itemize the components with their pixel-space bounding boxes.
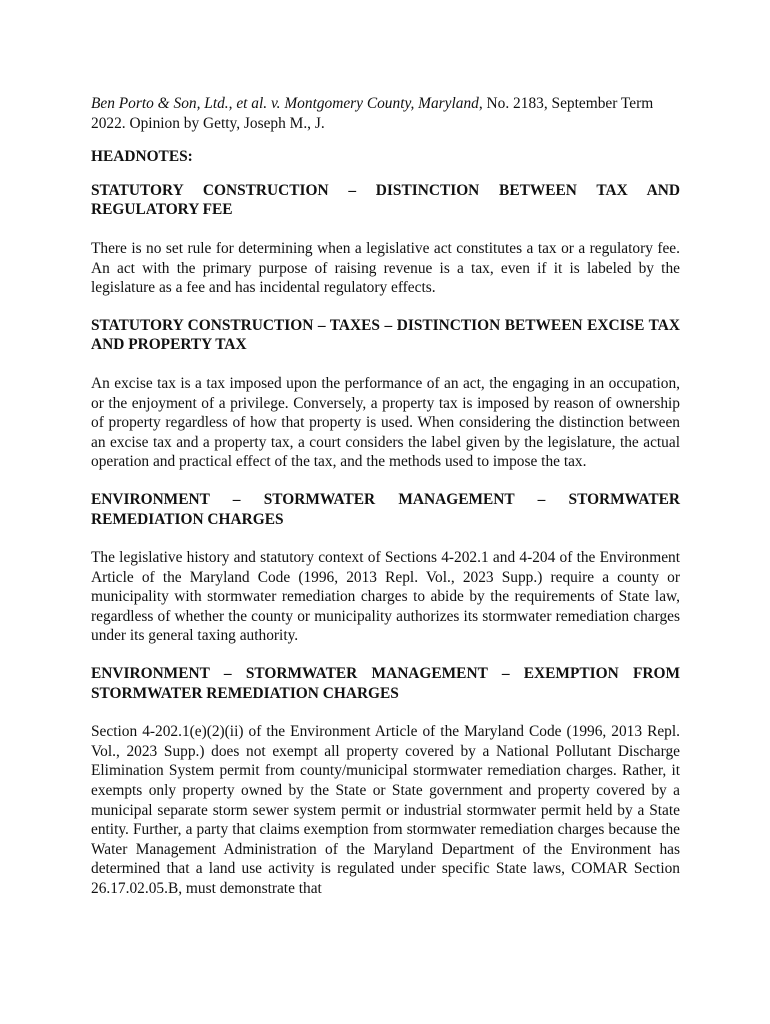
section-body: An excise tax is a tax imposed upon the performance of an act, the engaging in an occupation, or the enjoyment of a privilege. Conversely, a property tax is imposed by reason of ownership of property regardless of how that property is used. When considering the distinction between an excise tax and a property tax, a court considers the label given by the legislature, the actual operation and practical effect of the tax, and the methods used to impose the tax.: [91, 374, 680, 471]
document-page: [91, 94, 680, 917]
section-heading: ENVIRONMENT – STORMWATER MANAGEMENT – EXEMPTION FROM STORMWATER REMEDIATION CHARGES: [91, 665, 680, 702]
section-heading: STATUTORY CONSTRUCTION – DISTINCTION BETWEEN TAX AND REGULATORY FEE: [91, 181, 680, 219]
section-body: There is no set rule for determining when a legislative act constitutes a tax or a regulatory fee. An act with the primary purpose of raising revenue is a tax, even if it is labeled by the legislature as a fee and has incidental regulatory effects.: [91, 239, 680, 297]
case-citation: , No. 2183, September Term 2022. Opinion by Getty, Joseph M., J.: [91, 95, 654, 132]
section-heading: ENVIRONMENT – STORMWATER MANAGEMENT – STORMWATER REMEDIATION CHARGES: [91, 490, 680, 528]
case-name: Ben Porto & Son, Ltd., et al. v. Montgomery County, Maryland: [91, 95, 479, 112]
headnotes-label: HEADNOTES:: [91, 148, 193, 166]
section-body: Section 4-202.1(e)(2)(ii) of the Environment Article of the Maryland Code (1996, 2013 Repl. Vol., 2023 Supp.) does not exempt all property covered by a National Pollutant Discharge Elimination System permit from county/municipal stormwater remediation charges. Rather, it exempts only property owned by the State or State government and property covered by a municipal separate storm sewer system permit or industrial stormwater permit held by a State entity. Further, a party that claims exemption from stormwater remediation charges because the Water Management Administration of the Maryland Department of the Environment has determined that a land use activity is regulated under specific State laws, COMAR Section 26.17.02.05.B, must demonstrate that: [91, 723, 680, 897]
section-body: The legislative history and statutory context of Sections 4-202.1 and 4-204 of the Environment Article of the Maryland Code (1996, 2013 Repl. Vol., 2023 Supp.) require a county or municipality with stormwater remediation charges to abide by the requirements of State law, regardless of whether the county or municipality authorizes its stormwater remediation charges under its general taxing authority.: [91, 549, 680, 645]
case-caption: [91, 94, 680, 133]
section-heading: STATUTORY CONSTRUCTION – TAXES – DISTINCTION BETWEEN EXCISE TAX AND PROPERTY TAX: [91, 316, 680, 354]
